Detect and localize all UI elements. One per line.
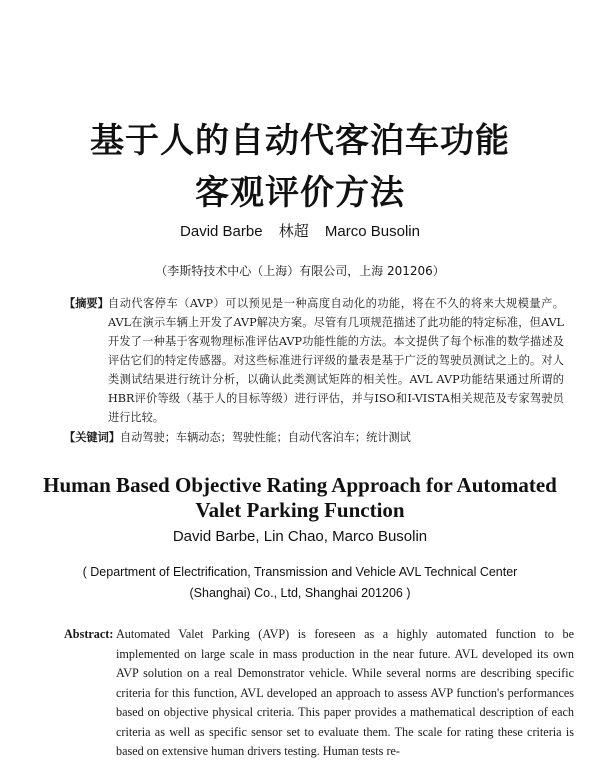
english-abstract-label: Abstract:: [64, 627, 114, 641]
english-affiliation: ( Department of Electrification, Transmission and Vehicle AVL Technical Center (Shanghai) Co., Ltd, Shanghai 201206 ): [82, 565, 518, 600]
chinese-keywords: [64, 428, 574, 447]
author-3: Marco Busolin: [324, 223, 420, 240]
chinese-title-line-1: 基于人的自动代客泊车功能: [90, 121, 510, 161]
english-abstract: [64, 625, 574, 762]
chinese-title-line-2: 客观评价方法: [195, 173, 405, 213]
chinese-abstract-label: 【摘要】: [64, 296, 109, 310]
english-title: Human Based Objective Rating Approach for Automated Valet Parking Function: [43, 473, 557, 522]
chinese-affiliation: （李斯特技术中心（上海）有限公司，上海 201206）: [155, 264, 445, 278]
chinese-keywords-label: 【关键词】: [64, 430, 120, 444]
chinese-keywords-text: 自动驾驶；车辆动态；驾驶性能；自动代客泊车；统计测试: [119, 431, 411, 444]
english-abstract-text: Automated Valet Parking (AVP) is foreseen as a highly automated function to be implemented on large scale in mass production in the near future. AVL developed its own AVP solution on a real Demonstrator vehicle. While several norms are describing specific criteria for this function, AVL developed an approach to assess AVP function's performances based on objective physical criteria. This paper provides a mathematical description of each criteria as well as specific sensor set to evaluate them. The scale for rating these criteria is based on extensive human drivers testing. Human tests re-: [116, 627, 574, 758]
author-2: 林超: [278, 223, 309, 240]
chinese-abstract: [64, 294, 564, 427]
chinese-abstract-text: 自动代客停车（AVP）可以预见是一种高度自动化的功能，将在不久的将来大规模量产。AVL在演示车辆上开发了AVP解决方案。尽管有几项规范描述了此功能的特定标准，但AVL开发了一种基于客观物理标准评估AVP功能性能的方法。本文提供了每个标准的数学描述及评估它们的特定传感器。对这些标准进行评级的量表是基于广泛的驾驶员测试之上的。对人类测试结果进行统计分析，以确认此类测试矩阵的相关性。AVL AVP功能结果通过所谓的HBR评价等级（基于人的目标等级）进行评估，并与ISO和I-VISTA相关规范及专家驾驶员进行比较。: [108, 297, 564, 424]
english-author-list: David Barbe, Lin Chao, Marco Busolin: [172, 528, 428, 545]
chinese-author-list: [0, 220, 600, 241]
author-1: David Barbe: [180, 223, 263, 240]
